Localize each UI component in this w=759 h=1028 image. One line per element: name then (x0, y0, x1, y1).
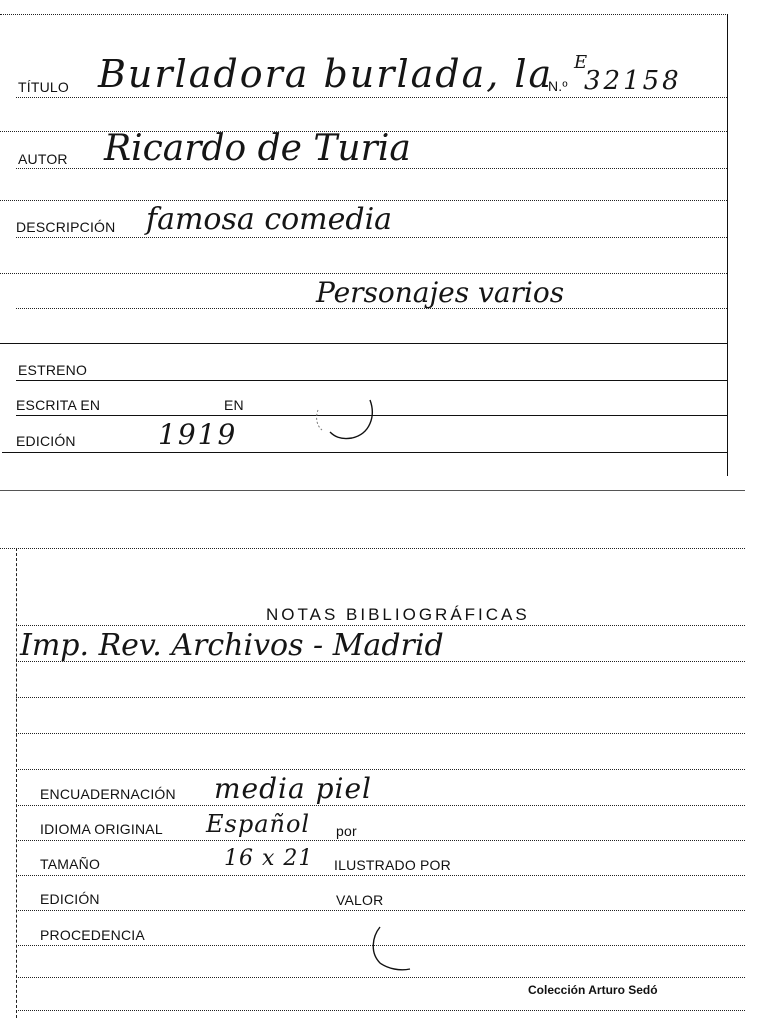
card-back-top-edge (0, 548, 745, 549)
bottom-line-1 (16, 977, 745, 978)
idioma-line (16, 840, 745, 841)
titulo-label: TÍTULO (18, 79, 69, 95)
valor-label: VALOR (336, 892, 384, 908)
card-front-bottom-edge (0, 490, 745, 491)
edicion-value: 1919 (158, 418, 238, 451)
edicion-back-label: EDICIÓN (40, 891, 100, 907)
encuadernacion-line (16, 805, 745, 806)
edicion-label: EDICIÓN (16, 433, 76, 449)
card-back (0, 540, 759, 1028)
en-label: EN (224, 397, 244, 413)
idioma-original-value: Español (206, 810, 311, 838)
autor-label: AUTOR (18, 151, 68, 167)
tamano-label: TAMAÑO (40, 856, 101, 872)
card-back-left-border (16, 548, 17, 1018)
numero-prefix: E (574, 52, 588, 73)
bottom-line-2 (16, 1010, 745, 1011)
card-front (0, 0, 759, 500)
notas-line-4 (16, 733, 745, 734)
idioma-original-label: IDIOMA ORIGINAL (40, 821, 163, 837)
notas-line-2 (16, 661, 745, 662)
card-front-top-edge (0, 14, 728, 15)
autor-line (16, 168, 727, 169)
notas-line-5 (16, 769, 745, 770)
escrita-en-label: ESCRITA EN (16, 397, 101, 413)
titulo-line (16, 97, 727, 98)
notas-line-1 (16, 625, 745, 626)
punch-hole-mark-back (362, 925, 422, 975)
personajes-line (16, 308, 727, 309)
notas-heading: NOTAS BIBLIOGRÁFICAS (266, 605, 530, 624)
encuadernacion-value: media piel (214, 772, 372, 805)
rule-4 (0, 343, 727, 344)
rule-3 (0, 273, 727, 274)
estreno-line (16, 380, 727, 381)
procedencia-label: PROCEDENCIA (40, 927, 145, 943)
edicion-line (2, 452, 727, 453)
personajes-value: Personajes varios (316, 276, 565, 309)
encuadernacion-label: ENCUADERNACIÓN (40, 786, 176, 802)
descripcion-line (16, 237, 727, 238)
notas-line-3 (16, 697, 745, 698)
collection-footer: Colección Arturo Sedó (528, 983, 658, 997)
numero-label: N.º (548, 78, 568, 94)
edicion-back-line (16, 910, 745, 911)
titulo-value: Burladora burlada, la (98, 52, 554, 96)
por-label: por (336, 823, 357, 839)
card-front-right-border (727, 14, 728, 476)
ilustrado-por-label: ILUSTRADO POR (334, 857, 451, 873)
descripcion-label: DESCRIPCIÓN (16, 219, 116, 235)
tamano-value: 16 x 21 (224, 846, 314, 871)
estreno-label: ESTRENO (18, 362, 88, 378)
autor-value: Ricardo de Turia (104, 128, 411, 169)
numero-value: 32158 (584, 66, 682, 96)
rule-2 (0, 200, 727, 201)
notas-value: Imp. Rev. Archivos - Madrid (20, 628, 444, 663)
tamano-line (16, 875, 745, 876)
punch-hole-mark (312, 398, 382, 448)
descripcion-value: famosa comedia (146, 202, 393, 237)
